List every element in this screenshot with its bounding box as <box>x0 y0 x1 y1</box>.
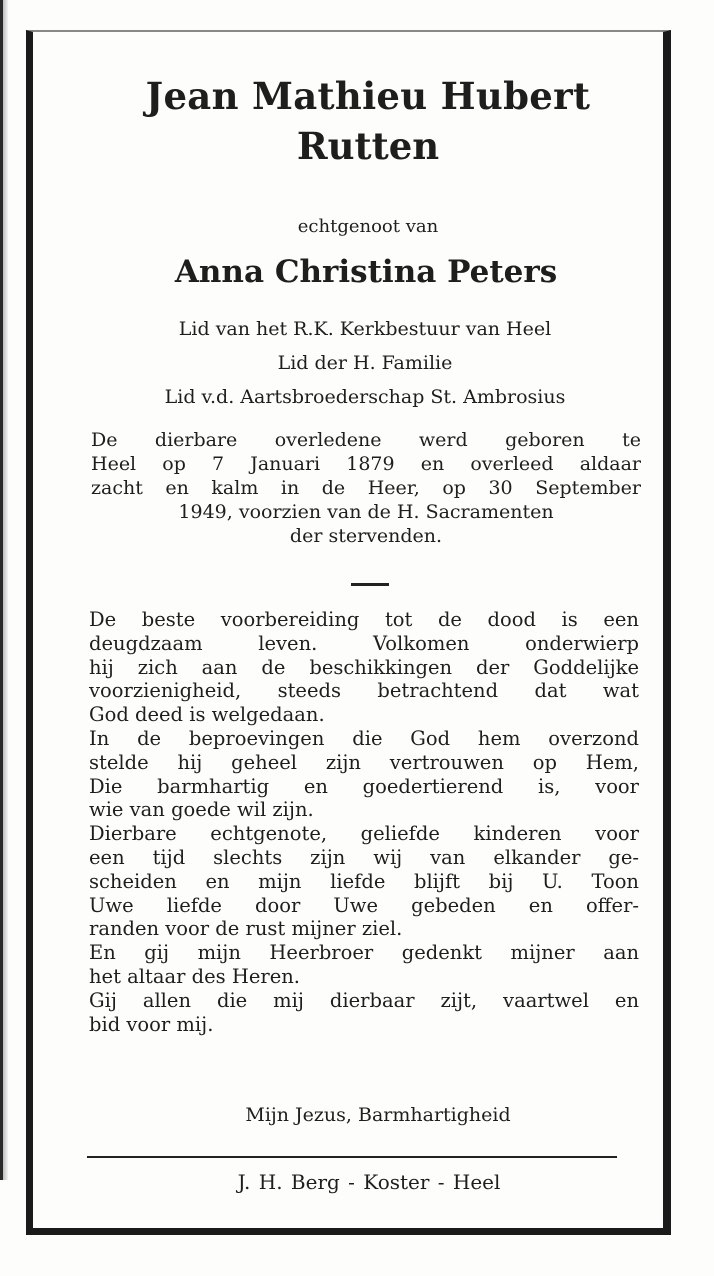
biography-line: 1949, voorzien van de H. Sacramenten <box>178 501 554 523</box>
paragraph <box>89 941 639 989</box>
text-line: Die barmhartig en goedertierend is, voor <box>89 774 639 798</box>
devotional-text <box>89 608 639 1036</box>
spouse-name: Anna Christina Peters <box>174 254 558 290</box>
text-line: Gij allen die mij dierbaar zijt, vaartwel en <box>89 988 639 1012</box>
text-line: Dierbare echtgenote, geliefde kinderen voor <box>89 822 639 846</box>
scan-edge-shadow <box>0 0 8 1180</box>
section-divider <box>351 583 389 586</box>
deceased-name-line1: Jean Mathieu Hubert <box>145 74 591 118</box>
paragraph <box>89 989 639 1037</box>
text-line: In de beproevingen die God hem overzond <box>89 726 639 750</box>
printer-credit: J. H. Berg - Koster - Heel <box>237 1170 501 1194</box>
membership-item: Lid v.d. Aartsbroederschap St. Ambrosius <box>164 386 566 408</box>
memorial-card <box>26 30 671 1235</box>
text-line: God deed is welgedaan. <box>89 703 325 727</box>
membership-item: Lid der H. Familie <box>277 352 453 374</box>
spouse-of-label: echtgenoot van <box>297 216 439 237</box>
memberships-list <box>87 312 643 414</box>
text-line: Uwe liefde door Uwe gebeden en offer- <box>89 893 639 917</box>
biography-line: zacht en kalm in de Heer, op 30 September <box>91 477 641 499</box>
membership-item: Lid van het R.K. Kerkbestuur van Heel <box>178 318 552 340</box>
biography-line: De dierbare overledene werd geboren te <box>91 429 641 451</box>
footer-divider <box>87 1156 617 1158</box>
text-line: voorzienigheid, steeds betrachtend dat wat <box>89 679 639 703</box>
deceased-name-line2: Rutten <box>296 124 440 168</box>
text-line: wie van goede wil zijn. <box>89 798 314 822</box>
paragraph <box>89 608 639 727</box>
closing-prayer: Mijn Jezus, Barmhartigheid <box>245 1104 511 1126</box>
text-line: randen voor de rust mijner ziel. <box>89 917 403 941</box>
biography-line: der stervenden. <box>289 525 443 547</box>
text-line: deugdzaam leven. Volkomen onderwierp <box>89 631 639 655</box>
biography-line: Heel op 7 Januari 1879 en overleed aldaar <box>91 453 641 475</box>
text-line: bid voor mij. <box>89 1012 214 1036</box>
text-line: het altaar des Heren. <box>89 964 300 988</box>
text-line: hij zich aan de beschikkingen der Goddelijke <box>89 655 639 679</box>
text-line: scheiden en mijn liefde blijft bij U. Toon <box>89 869 639 893</box>
biography-text <box>91 428 641 548</box>
text-line: stelde hij geheel zijn vertrouwen op Hem, <box>89 750 639 774</box>
text-line: En gij mijn Heerbroer gedenkt mijner aan <box>89 941 639 965</box>
memorial-card-content <box>33 32 663 1228</box>
paragraph <box>89 822 639 941</box>
paragraph <box>89 727 639 822</box>
text-line: een tijd slechts zijn wij van elkander ge- <box>89 845 639 869</box>
text-line: De beste voorbereiding tot de dood is een <box>89 608 639 631</box>
